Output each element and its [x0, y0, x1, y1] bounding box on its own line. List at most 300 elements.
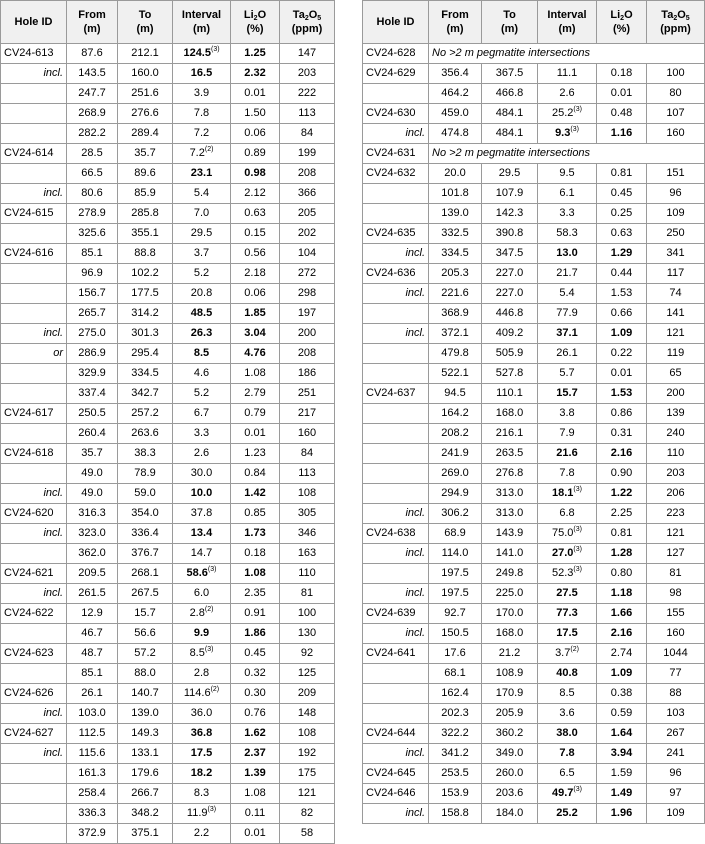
- li2o-cell: 1.22: [597, 484, 647, 504]
- interval-value: 124.5: [183, 47, 211, 59]
- table-row: [363, 344, 705, 364]
- from-cell: 28.5: [67, 144, 118, 164]
- ta2o5-cell: 160: [280, 424, 335, 444]
- interval-cell: [538, 804, 597, 824]
- interval-value: 4.6: [193, 367, 210, 379]
- note-cell: No >2 m pegmatite intersections: [429, 44, 705, 64]
- interval-value: 37.1: [556, 327, 578, 339]
- interval-cell: [173, 784, 231, 804]
- hole-id-cell: [1, 264, 67, 284]
- interval-cell: [538, 644, 597, 664]
- interval-cell: [173, 664, 231, 684]
- li2o-cell: 0.31: [597, 424, 647, 444]
- table-row: [363, 744, 705, 764]
- table-row: [1, 244, 335, 264]
- from-cell: 92.7: [429, 604, 482, 624]
- column-header-ta2o5: [647, 1, 705, 44]
- li2o-cell: 2.74: [597, 644, 647, 664]
- interval-cell: [538, 684, 597, 704]
- ta2o5-cell: 192: [280, 744, 335, 764]
- li2o-cell: 0.48: [597, 104, 647, 124]
- from-cell: 112.5: [67, 724, 118, 744]
- interval-value: 77.3: [556, 607, 578, 619]
- from-cell: 306.2: [429, 504, 482, 524]
- table-row: [1, 464, 335, 484]
- hole-id-cell: incl.: [1, 64, 67, 84]
- interval-cell: [173, 104, 231, 124]
- interval-cell: [538, 784, 597, 804]
- ta2o5-cell: 97: [647, 784, 705, 804]
- interval-cell: [173, 764, 231, 784]
- to-cell: 29.5: [482, 164, 538, 184]
- interval-cell: [173, 804, 231, 824]
- ta2o5-cell: 341: [647, 244, 705, 264]
- interval-value: 13.0: [556, 247, 578, 259]
- interval-cell: [538, 464, 597, 484]
- table-row: [1, 684, 335, 704]
- header-label: Ta: [661, 9, 674, 21]
- interval-cell: [538, 384, 597, 404]
- to-cell: 360.2: [482, 724, 538, 744]
- from-cell: 153.9: [429, 784, 482, 804]
- to-cell: 227.0: [482, 284, 538, 304]
- ta2o5-cell: 160: [647, 124, 705, 144]
- interval-value: 18.1: [552, 487, 574, 499]
- li2o-cell: 0.56: [231, 244, 280, 264]
- header-subscript: 2: [620, 15, 625, 22]
- table-row: [1, 744, 335, 764]
- li2o-cell: 2.18: [231, 264, 280, 284]
- header-label: Interval: [547, 9, 587, 21]
- header-unit: (%): [612, 23, 631, 35]
- interval-cell: [173, 484, 231, 504]
- table-row: [1, 824, 335, 844]
- hole-id-cell: incl.: [363, 624, 429, 644]
- li2o-cell: 0.66: [597, 304, 647, 324]
- to-cell: 347.5: [482, 244, 538, 264]
- to-cell: 85.9: [118, 184, 173, 204]
- ta2o5-cell: 160: [647, 624, 705, 644]
- to-cell: 342.7: [118, 384, 173, 404]
- interval-value: 2.2: [193, 827, 210, 839]
- interval-cell: [538, 324, 597, 344]
- header-subscript: 2: [304, 15, 309, 22]
- column-header-li2o: [231, 1, 280, 44]
- ta2o5-cell: 58: [280, 824, 335, 844]
- hole-id-cell: CV24-636: [363, 264, 429, 284]
- interval-value: 9.9: [193, 627, 210, 639]
- ta2o5-cell: 251: [280, 384, 335, 404]
- ta2o5-cell: 206: [647, 484, 705, 504]
- hole-id-cell: [363, 564, 429, 584]
- table-row: [1, 44, 335, 64]
- to-cell: 466.8: [482, 84, 538, 104]
- interval-cell: [538, 344, 597, 364]
- interval-value: 3.8: [559, 407, 575, 419]
- table-row: [1, 624, 335, 644]
- hole-id-cell: CV24-639: [363, 604, 429, 624]
- li2o-cell: 2.16: [597, 624, 647, 644]
- from-cell: 329.9: [67, 364, 118, 384]
- to-cell: 446.8: [482, 304, 538, 324]
- interval-cell: [538, 184, 597, 204]
- interval-value: 3.3: [559, 207, 575, 219]
- header-label: Li: [610, 9, 621, 21]
- hole-id-cell: CV24-621: [1, 564, 67, 584]
- interval-value: 7.2: [189, 147, 205, 159]
- hole-id-cell: [363, 424, 429, 444]
- interval-value: 9.3: [555, 127, 571, 139]
- to-cell: 249.8: [482, 564, 538, 584]
- ta2o5-cell: 203: [280, 64, 335, 84]
- ta2o5-cell: 81: [647, 564, 705, 584]
- from-cell: 96.9: [67, 264, 118, 284]
- from-cell: 459.0: [429, 104, 482, 124]
- hole-id-cell: CV24-618: [1, 444, 67, 464]
- hole-id-cell: [1, 784, 67, 804]
- li2o-cell: 0.30: [231, 684, 280, 704]
- column-header-interval: [538, 1, 597, 44]
- to-cell: 102.2: [118, 264, 173, 284]
- li2o-cell: 0.06: [231, 124, 280, 144]
- table-row: [1, 84, 335, 104]
- footnote-marker: (2): [570, 646, 579, 653]
- interval-value: 18.2: [190, 767, 213, 779]
- ta2o5-cell: 199: [280, 144, 335, 164]
- from-cell: 85.1: [67, 244, 118, 264]
- interval-cell: [173, 84, 231, 104]
- hole-id-cell: [363, 404, 429, 424]
- interval-value: 2.6: [193, 447, 210, 459]
- interval-value: 58.6: [186, 567, 208, 579]
- li2o-cell: 1.08: [231, 364, 280, 384]
- hole-id-cell: incl.: [363, 124, 429, 144]
- to-cell: 107.9: [482, 184, 538, 204]
- table-row: [363, 724, 705, 744]
- ta2o5-cell: 96: [647, 764, 705, 784]
- li2o-cell: 0.91: [231, 604, 280, 624]
- from-cell: 101.8: [429, 184, 482, 204]
- interval-value: 5.2: [193, 387, 210, 399]
- from-cell: 49.0: [67, 464, 118, 484]
- hole-id-cell: [363, 204, 429, 224]
- interval-cell: [173, 44, 231, 64]
- footnote-marker: (3): [207, 806, 217, 813]
- header-label-tail: O: [257, 9, 267, 21]
- interval-cell: [538, 284, 597, 304]
- to-cell: 336.4: [118, 524, 173, 544]
- to-cell: 78.9: [118, 464, 173, 484]
- interval-value: 58.3: [556, 227, 578, 239]
- table-row: [363, 684, 705, 704]
- hole-id-cell: [363, 84, 429, 104]
- table-row: [363, 604, 705, 624]
- hole-id-cell: CV24-641: [363, 644, 429, 664]
- li2o-cell: 1.50: [231, 104, 280, 124]
- interval-value: 7.8: [559, 747, 575, 759]
- to-cell: 56.6: [118, 624, 173, 644]
- hole-id-cell: [1, 544, 67, 564]
- li2o-cell: 0.85: [231, 504, 280, 524]
- to-cell: 267.5: [118, 584, 173, 604]
- hole-id-cell: CV24-614: [1, 144, 67, 164]
- interval-cell: [173, 144, 231, 164]
- ta2o5-cell: 208: [280, 344, 335, 364]
- interval-cell: [538, 724, 597, 744]
- li2o-cell: 0.06: [231, 284, 280, 304]
- ta2o5-cell: 121: [647, 524, 705, 544]
- table-row: [1, 764, 335, 784]
- li2o-cell: 3.04: [231, 324, 280, 344]
- interval-value: 15.7: [556, 387, 578, 399]
- ta2o5-cell: 108: [280, 724, 335, 744]
- table-row: [363, 204, 705, 224]
- hole-id-cell: [1, 424, 67, 444]
- interval-value: 7.0: [193, 207, 210, 219]
- ta2o5-cell: 109: [647, 804, 705, 824]
- from-cell: 325.6: [67, 224, 118, 244]
- from-cell: 323.0: [67, 524, 118, 544]
- interval-cell: [538, 104, 597, 124]
- hole-id-cell: [363, 344, 429, 364]
- hole-id-cell: incl.: [1, 484, 67, 504]
- interval-value: 6.1: [559, 187, 575, 199]
- ta2o5-cell: 250: [647, 224, 705, 244]
- from-cell: 334.5: [429, 244, 482, 264]
- column-header-interval: [173, 1, 231, 44]
- hole-id-cell: CV24-646: [363, 784, 429, 804]
- from-cell: 208.2: [429, 424, 482, 444]
- ta2o5-cell: 84: [280, 124, 335, 144]
- hole-id-cell: [363, 184, 429, 204]
- header-row: [1, 1, 335, 44]
- interval-value: 13.4: [190, 527, 213, 539]
- table-row: [1, 804, 335, 824]
- li2o-cell: 1.64: [597, 724, 647, 744]
- column-header-to: [118, 1, 173, 44]
- li2o-cell: 1.62: [231, 724, 280, 744]
- to-cell: 260.0: [482, 764, 538, 784]
- from-cell: 265.7: [67, 304, 118, 324]
- ta2o5-cell: 100: [280, 604, 335, 624]
- hole-id-cell: [1, 664, 67, 684]
- from-cell: 209.5: [67, 564, 118, 584]
- ta2o5-cell: 208: [280, 164, 335, 184]
- to-cell: 484.1: [482, 124, 538, 144]
- hole-id-cell: CV24-632: [363, 164, 429, 184]
- interval-cell: [173, 164, 231, 184]
- hole-id-cell: incl.: [363, 804, 429, 824]
- interval-value: 5.7: [559, 367, 575, 379]
- li2o-cell: 1.23: [231, 444, 280, 464]
- to-cell: 376.7: [118, 544, 173, 564]
- interval-cell: [173, 324, 231, 344]
- from-cell: 253.5: [429, 764, 482, 784]
- table-row: [363, 444, 705, 464]
- table-body: [1, 44, 335, 844]
- from-cell: 143.5: [67, 64, 118, 84]
- hole-id-cell: [363, 444, 429, 464]
- hole-id-cell: [1, 764, 67, 784]
- table-row: [363, 504, 705, 524]
- interval-value: 26.1: [556, 347, 578, 359]
- table-row: [363, 284, 705, 304]
- footnote-marker: (3): [573, 546, 582, 553]
- ta2o5-cell: 217: [280, 404, 335, 424]
- from-cell: 269.0: [429, 464, 482, 484]
- to-cell: 268.1: [118, 564, 173, 584]
- hole-id-cell: incl.: [363, 244, 429, 264]
- ta2o5-cell: 155: [647, 604, 705, 624]
- from-cell: 46.7: [67, 624, 118, 644]
- li2o-cell: 0.63: [231, 204, 280, 224]
- li2o-cell: 1.08: [231, 564, 280, 584]
- li2o-cell: 1.28: [597, 544, 647, 564]
- to-cell: 15.7: [118, 604, 173, 624]
- hole-id-cell: [363, 364, 429, 384]
- column-header-to: [482, 1, 538, 44]
- interval-cell: [173, 64, 231, 84]
- from-cell: 35.7: [67, 444, 118, 464]
- table-body: [363, 44, 705, 824]
- interval-cell: [538, 764, 597, 784]
- from-cell: 278.9: [67, 204, 118, 224]
- interval-value: 3.9: [193, 87, 210, 99]
- hole-id-cell: [363, 704, 429, 724]
- ta2o5-cell: 200: [280, 324, 335, 344]
- hole-id-cell: [1, 84, 67, 104]
- footnote-marker: (3): [573, 106, 582, 113]
- interval-cell: [173, 624, 231, 644]
- interval-value: 2.8: [189, 607, 205, 619]
- interval-value: 21.7: [556, 267, 578, 279]
- table-row: [363, 264, 705, 284]
- to-cell: 295.4: [118, 344, 173, 364]
- li2o-cell: 1.66: [597, 604, 647, 624]
- li2o-cell: 1.73: [231, 524, 280, 544]
- to-cell: 354.0: [118, 504, 173, 524]
- hole-id-cell: [1, 464, 67, 484]
- to-cell: 263.5: [482, 444, 538, 464]
- hole-id-cell: [1, 124, 67, 144]
- to-cell: 89.6: [118, 164, 173, 184]
- header-unit: (%): [246, 23, 264, 35]
- ta2o5-cell: 119: [647, 344, 705, 364]
- interval-cell: [538, 704, 597, 724]
- interval-cell: [173, 524, 231, 544]
- li2o-cell: 0.84: [231, 464, 280, 484]
- interval-value: 29.5: [190, 227, 213, 239]
- li2o-cell: 0.01: [597, 84, 647, 104]
- table-row: [1, 104, 335, 124]
- li2o-cell: 0.32: [231, 664, 280, 684]
- interval-cell: [538, 504, 597, 524]
- hole-id-cell: [363, 304, 429, 324]
- interval-cell: [173, 224, 231, 244]
- ta2o5-cell: 346: [280, 524, 335, 544]
- hole-id-cell: incl.: [363, 744, 429, 764]
- ta2o5-cell: 272: [280, 264, 335, 284]
- li2o-cell: 0.11: [231, 804, 280, 824]
- from-cell: 150.5: [429, 624, 482, 644]
- to-cell: 348.2: [118, 804, 173, 824]
- hole-id-cell: [363, 664, 429, 684]
- interval-cell: [173, 184, 231, 204]
- from-cell: 336.3: [67, 804, 118, 824]
- interval-value: 3.7: [193, 247, 210, 259]
- li2o-cell: 0.90: [597, 464, 647, 484]
- li2o-cell: 1.42: [231, 484, 280, 504]
- li2o-cell: 1.25: [231, 44, 280, 64]
- ta2o5-cell: 107: [647, 104, 705, 124]
- to-cell: 257.2: [118, 404, 173, 424]
- hole-id-cell: [1, 824, 67, 844]
- interval-value: 114.6: [183, 687, 211, 699]
- to-cell: 527.8: [482, 364, 538, 384]
- table-row: [363, 44, 705, 64]
- to-cell: 168.0: [482, 624, 538, 644]
- footnote-marker: (3): [570, 126, 579, 133]
- header-row: [363, 1, 705, 44]
- hole-id-cell: [363, 464, 429, 484]
- li2o-cell: 0.81: [597, 524, 647, 544]
- to-cell: 168.0: [482, 404, 538, 424]
- table-row: [1, 264, 335, 284]
- table-row: [1, 544, 335, 564]
- from-cell: 316.3: [67, 504, 118, 524]
- li2o-cell: 1.08: [231, 784, 280, 804]
- hole-id-cell: [1, 804, 67, 824]
- header-label-tail: O: [624, 9, 633, 21]
- to-cell: 263.6: [118, 424, 173, 444]
- from-cell: 522.1: [429, 364, 482, 384]
- hole-id-cell: CV24-613: [1, 44, 67, 64]
- to-cell: 367.5: [482, 64, 538, 84]
- interval-cell: [173, 504, 231, 524]
- interval-value: 27.0: [552, 547, 574, 559]
- li2o-cell: 1.86: [231, 624, 280, 644]
- table-row: [363, 464, 705, 484]
- hole-id-cell: CV24-617: [1, 404, 67, 424]
- li2o-cell: 0.86: [597, 404, 647, 424]
- column-header-hole-id: [1, 1, 67, 44]
- li2o-cell: 1.85: [231, 304, 280, 324]
- interval-cell: [173, 824, 231, 844]
- from-cell: 258.4: [67, 784, 118, 804]
- to-cell: 409.2: [482, 324, 538, 344]
- interval-value: 3.7: [555, 647, 571, 659]
- ta2o5-cell: 130: [280, 624, 335, 644]
- table-row: [1, 324, 335, 344]
- ta2o5-cell: 366: [280, 184, 335, 204]
- to-cell: 276.8: [482, 464, 538, 484]
- table-row: [1, 344, 335, 364]
- interval-cell: [538, 564, 597, 584]
- to-cell: 184.0: [482, 804, 538, 824]
- li2o-cell: 1.96: [597, 804, 647, 824]
- interval-value: 7.9: [559, 427, 575, 439]
- interval-cell: [173, 644, 231, 664]
- header-subscript: 5: [317, 15, 322, 22]
- table-row: [363, 304, 705, 324]
- ta2o5-cell: 151: [647, 164, 705, 184]
- hole-id-cell: [363, 484, 429, 504]
- header-unit: (m): [192, 23, 211, 35]
- from-cell: 372.1: [429, 324, 482, 344]
- ta2o5-cell: 80: [647, 84, 705, 104]
- interval-cell: [538, 304, 597, 324]
- to-cell: 313.0: [482, 484, 538, 504]
